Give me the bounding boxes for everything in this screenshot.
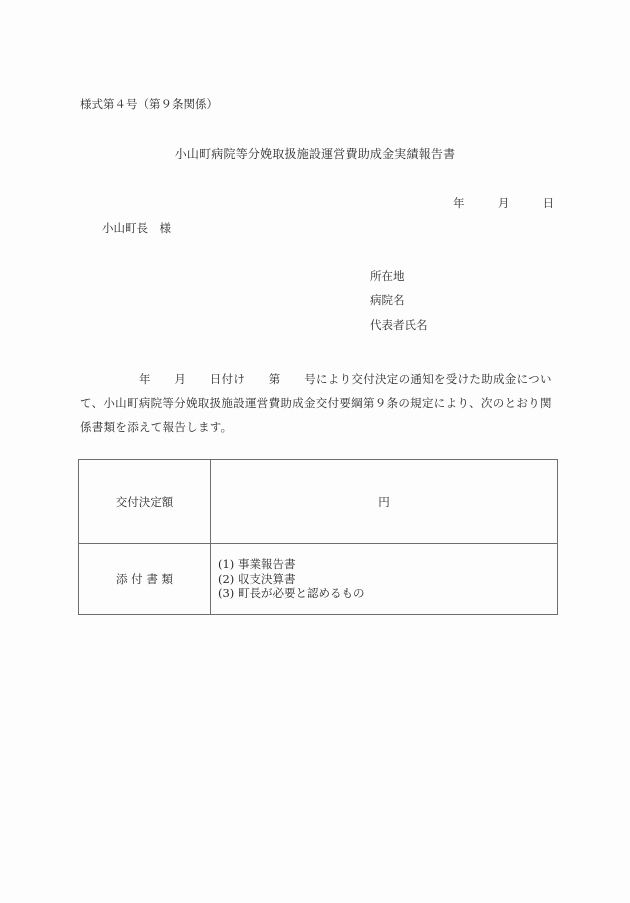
body-paragraph — [80, 367, 560, 439]
attachments-list — [211, 544, 558, 615]
body-line-1: 年 月 日付け 第 号により交付決定の通知を受けた助成金につい — [80, 372, 552, 386]
address-label: 所在地 — [370, 269, 405, 283]
body-line-3: 係書類を添えて報告します。 — [80, 420, 233, 434]
addressee: 小山町長 様 — [102, 221, 171, 235]
form-number: 様式第４号（第９条関係） — [80, 97, 218, 111]
report-table — [78, 459, 558, 615]
attachment-item: (2) 収支決算書 — [218, 571, 296, 586]
grant-amount-value: 円 — [211, 460, 558, 544]
date-month: 月 — [497, 196, 510, 210]
body-line-2: て、小山町病院等分娩取扱施設運営費助成金交付要綱第９条の規定により、次のとおり関 — [80, 396, 552, 410]
attachment-item: (3) 町長が必要と認めるもの — [218, 586, 365, 601]
table-row-grant-amount — [79, 460, 558, 544]
attachment-item: (1) 事業報告書 — [218, 557, 296, 572]
attachments-label: 添 付 書 類 — [79, 544, 211, 615]
hospital-name-label: 病院名 — [370, 293, 405, 307]
date-day: 日 — [542, 196, 555, 210]
grant-amount-label: 交付決定額 — [79, 460, 211, 544]
document-title: 小山町病院等分娩取扱施設運営費助成金実績報告書 — [174, 147, 456, 161]
date-year: 年 — [453, 196, 465, 210]
table-row-attachments — [79, 544, 558, 615]
date-line — [453, 198, 554, 210]
representative-name-label: 代表者氏名 — [370, 318, 428, 332]
